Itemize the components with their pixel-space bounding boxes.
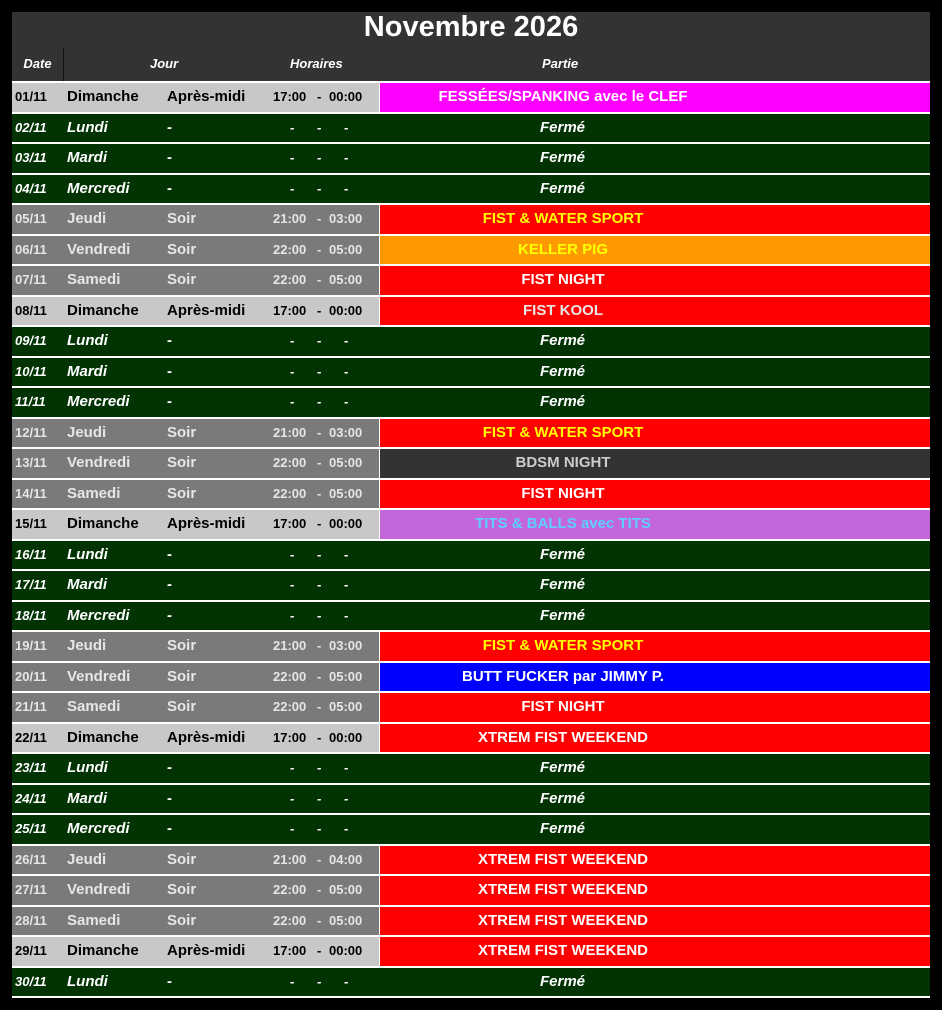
row-time-separator: -	[317, 699, 322, 714]
row-end-time: -	[344, 790, 349, 806]
row-day: Vendredi	[67, 667, 131, 685]
row-time-separator: -	[317, 89, 322, 104]
row-party-label: Fermé	[539, 972, 586, 990]
row-day: Samedi	[67, 271, 121, 288]
row-date: 16/11	[15, 546, 47, 562]
row-start-time: -	[290, 363, 295, 379]
row-end-time: -	[344, 760, 349, 775]
row-day: Dimanche	[67, 301, 139, 319]
row-day: Mercredi	[67, 179, 130, 197]
row-date: 02/11	[15, 119, 47, 135]
row-party	[379, 358, 930, 387]
row-period: Après-midi	[167, 942, 246, 959]
table-header	[12, 48, 930, 81]
table-row	[12, 358, 930, 389]
row-party	[379, 297, 930, 326]
table-row	[12, 236, 930, 267]
row-date: 04/11	[15, 180, 47, 196]
table-row	[12, 693, 930, 724]
row-party	[379, 815, 930, 844]
row-period: Soir	[167, 698, 197, 715]
row-start-time: -	[290, 394, 295, 409]
row-start-time: -	[290, 333, 295, 348]
row-party-label: FIST NIGHT	[521, 698, 605, 715]
row-day: Dimanche	[67, 88, 139, 105]
row-time-separator: -	[317, 424, 322, 440]
row-day: Mercredi	[67, 606, 130, 624]
row-party-label: Fermé	[539, 576, 586, 593]
row-party-label: FIST NIGHT	[521, 271, 605, 288]
row-date: 01/11	[15, 89, 47, 104]
row-party	[379, 663, 930, 692]
row-end-time: 05:00	[329, 668, 363, 684]
row-date: 23/11	[15, 760, 47, 775]
table-row	[12, 480, 930, 511]
row-end-time: -	[344, 363, 349, 379]
header-date: Date	[23, 56, 52, 71]
row-start-time: 21:00	[273, 424, 307, 440]
row-start-time: -	[290, 790, 295, 806]
row-period: -	[167, 789, 172, 807]
row-period: Soir	[167, 240, 197, 258]
row-time-separator: -	[317, 882, 322, 897]
row-period: Soir	[167, 454, 197, 471]
row-time-separator: -	[317, 943, 322, 958]
row-end-time: 05:00	[329, 241, 363, 257]
row-date: 20/11	[15, 668, 47, 684]
row-end-time: -	[344, 119, 349, 135]
row-end-time: -	[344, 150, 349, 165]
row-party-label: FIST & WATER SPORT	[482, 423, 644, 441]
row-date: 18/11	[15, 607, 47, 623]
row-period: -	[167, 179, 172, 197]
row-start-time: 22:00	[273, 241, 307, 257]
row-start-time: 22:00	[273, 455, 307, 470]
row-start-time: 21:00	[273, 211, 307, 226]
row-period: Après-midi	[167, 301, 246, 319]
row-period: -	[167, 118, 172, 136]
table-row	[12, 388, 930, 419]
row-period: -	[167, 576, 172, 593]
row-party	[379, 876, 930, 905]
row-party	[379, 785, 930, 814]
row-time-separator: -	[317, 821, 322, 836]
row-time-separator: -	[317, 150, 322, 165]
table-row	[12, 541, 930, 572]
row-period: Après-midi	[167, 88, 246, 105]
table-row	[12, 175, 930, 206]
row-start-time: 21:00	[273, 851, 307, 867]
row-period: Soir	[167, 271, 197, 288]
row-party-label: BDSM NIGHT	[515, 454, 611, 471]
table-row	[12, 419, 930, 450]
table-row	[12, 114, 930, 145]
row-end-time: -	[344, 546, 349, 562]
row-period: -	[167, 332, 172, 349]
row-day: Lundi	[67, 759, 108, 776]
row-time-separator: -	[317, 912, 322, 928]
row-start-time: -	[290, 973, 295, 989]
table-row	[12, 449, 930, 480]
row-end-time: -	[344, 333, 349, 348]
table-row	[12, 846, 930, 877]
row-day: Jeudi	[67, 850, 107, 868]
row-start-time: 17:00	[273, 729, 307, 745]
header-jour: Jour	[150, 56, 179, 71]
row-time-separator: -	[317, 760, 322, 775]
row-party-label: XTREM FIST WEEKEND	[477, 881, 648, 898]
row-party	[379, 388, 930, 417]
row-day: Mardi	[67, 789, 108, 807]
table-row	[12, 266, 930, 297]
row-party-label: Fermé	[539, 118, 586, 136]
row-date: 22/11	[15, 729, 47, 745]
row-time-separator: -	[317, 485, 322, 501]
row-date: 30/11	[15, 973, 47, 989]
table-row	[12, 937, 930, 968]
row-day: Jeudi	[67, 423, 107, 441]
row-start-time: -	[290, 821, 295, 836]
row-start-time: 17:00	[273, 302, 307, 318]
row-party-label: Fermé	[539, 545, 586, 563]
row-end-time: 00:00	[329, 89, 363, 104]
row-day: Mardi	[67, 576, 108, 593]
row-start-time: -	[290, 546, 295, 562]
table-row	[12, 205, 930, 236]
row-period: -	[167, 545, 172, 563]
row-period: Soir	[167, 210, 197, 227]
row-start-time: 17:00	[273, 943, 307, 958]
row-party-label: XTREM FIST WEEKEND	[477, 728, 648, 746]
row-date: 26/11	[15, 851, 47, 867]
table-row	[12, 144, 930, 175]
row-party	[379, 968, 930, 997]
row-start-time: -	[290, 760, 295, 775]
row-party-label: XTREM FIST WEEKEND	[477, 911, 648, 929]
row-end-time: 04:00	[329, 851, 363, 867]
row-time-separator: -	[317, 394, 322, 409]
row-party	[379, 510, 930, 539]
row-party-label: TITS & BALLS avec TITS	[475, 515, 651, 532]
row-party	[379, 693, 930, 722]
row-start-time: 22:00	[273, 668, 307, 684]
row-party	[379, 175, 930, 204]
row-end-time: 05:00	[329, 882, 363, 897]
row-period: Soir	[167, 637, 197, 654]
row-time-separator: -	[317, 119, 322, 135]
row-time-separator: -	[317, 241, 322, 257]
row-period: -	[167, 362, 172, 380]
table-row	[12, 663, 930, 694]
row-day: Lundi	[67, 545, 108, 563]
row-date: 08/11	[15, 302, 47, 318]
table-row	[12, 876, 930, 907]
row-end-time: 05:00	[329, 912, 363, 928]
row-party	[379, 144, 930, 173]
row-day: Lundi	[67, 972, 108, 990]
row-start-time: 22:00	[273, 485, 307, 501]
row-start-time: 17:00	[273, 89, 307, 104]
row-time-separator: -	[317, 546, 322, 562]
row-start-time: -	[290, 607, 295, 623]
row-day: Samedi	[67, 698, 121, 715]
row-party	[379, 602, 930, 631]
row-date: 09/11	[15, 333, 47, 348]
row-party-label: XTREM FIST WEEKEND	[477, 942, 648, 959]
row-time-separator: -	[317, 272, 322, 287]
row-day: Dimanche	[67, 942, 139, 959]
row-day: Vendredi	[67, 881, 131, 898]
row-party	[379, 236, 930, 265]
row-day: Mercredi	[67, 820, 130, 837]
row-end-time: -	[344, 577, 349, 592]
row-party	[379, 114, 930, 143]
row-date: 17/11	[15, 577, 47, 592]
row-period: -	[167, 759, 172, 776]
row-start-time: -	[290, 119, 295, 135]
header-partie: Partie	[542, 56, 579, 71]
row-party	[379, 846, 930, 875]
row-party	[379, 632, 930, 661]
row-party-label: Fermé	[539, 820, 586, 837]
table-row	[12, 754, 930, 785]
row-time-separator: -	[317, 333, 322, 348]
row-date: 24/11	[15, 790, 47, 806]
row-time-separator: -	[317, 851, 322, 867]
row-period: Soir	[167, 484, 197, 502]
row-end-time: -	[344, 973, 349, 989]
row-end-time: -	[344, 821, 349, 836]
row-party-label: FIST KOOL	[523, 301, 603, 319]
row-date: 03/11	[15, 150, 47, 165]
row-end-time: 03:00	[329, 424, 363, 440]
row-day: Samedi	[67, 911, 121, 929]
row-party-label: Fermé	[539, 393, 586, 410]
row-date: 25/11	[15, 821, 47, 836]
row-party	[379, 541, 930, 570]
row-end-time: 03:00	[329, 211, 363, 226]
row-end-time: 05:00	[329, 272, 363, 287]
table-row	[12, 724, 930, 755]
row-party-label: Fermé	[539, 789, 586, 807]
row-date: 29/11	[15, 943, 47, 958]
row-party	[379, 907, 930, 936]
row-party-label: FIST & WATER SPORT	[482, 637, 644, 654]
row-date: 27/11	[15, 882, 47, 897]
table-row	[12, 327, 930, 358]
row-time-separator: -	[317, 607, 322, 623]
row-time-separator: -	[317, 455, 322, 470]
row-period: -	[167, 972, 172, 990]
row-time-separator: -	[317, 211, 322, 226]
row-party-label: FIST NIGHT	[521, 484, 605, 502]
row-date: 28/11	[15, 912, 47, 928]
row-start-time: -	[290, 180, 295, 196]
row-party-label: Fermé	[539, 179, 586, 197]
table-row	[12, 785, 930, 816]
row-day: Vendredi	[67, 240, 131, 258]
row-party	[379, 419, 930, 448]
row-time-separator: -	[317, 973, 322, 989]
table-row	[12, 510, 930, 541]
row-party-label: Fermé	[539, 332, 586, 349]
row-time-separator: -	[317, 790, 322, 806]
table-row	[12, 297, 930, 328]
row-day: Lundi	[67, 118, 108, 136]
row-party-label: FIST & WATER SPORT	[482, 210, 644, 227]
row-date: 06/11	[15, 241, 47, 257]
row-end-time: 05:00	[329, 699, 363, 714]
row-party	[379, 480, 930, 509]
row-period: Soir	[167, 667, 197, 685]
row-day: Jeudi	[67, 637, 107, 654]
row-time-separator: -	[317, 180, 322, 196]
row-period: Après-midi	[167, 515, 246, 532]
row-time-separator: -	[317, 668, 322, 684]
row-day: Dimanche	[67, 515, 139, 532]
row-date: 07/11	[15, 272, 47, 287]
row-end-time: -	[344, 394, 349, 409]
row-day: Dimanche	[67, 728, 139, 746]
row-period: Soir	[167, 423, 197, 441]
row-party	[379, 205, 930, 234]
table-row	[12, 968, 930, 999]
row-period: -	[167, 606, 172, 624]
row-period: Soir	[167, 881, 197, 898]
row-period: Soir	[167, 850, 197, 868]
row-end-time: 00:00	[329, 516, 363, 531]
row-party	[379, 724, 930, 753]
row-date: 19/11	[15, 638, 47, 653]
row-party-label: BUTT FUCKER par JIMMY P.	[462, 667, 664, 685]
row-end-time: 03:00	[329, 638, 363, 653]
row-party	[379, 449, 930, 478]
row-day: Jeudi	[67, 210, 107, 227]
table-row	[12, 907, 930, 938]
row-start-time: 21:00	[273, 638, 307, 653]
row-end-time: 00:00	[329, 302, 363, 318]
row-time-separator: -	[317, 638, 322, 653]
row-party	[379, 571, 930, 600]
table-row	[12, 571, 930, 602]
row-date: 13/11	[15, 455, 47, 470]
row-end-time: 05:00	[329, 455, 363, 470]
row-time-separator: -	[317, 577, 322, 592]
row-end-time: 00:00	[329, 943, 363, 958]
row-day: Mardi	[67, 362, 108, 380]
row-party-label: KELLER PIG	[517, 240, 608, 258]
row-period: Après-midi	[167, 728, 246, 746]
row-start-time: 22:00	[273, 699, 307, 714]
row-party-label: Fermé	[539, 362, 586, 380]
row-party-label: Fermé	[539, 606, 586, 624]
row-end-time: 00:00	[329, 729, 363, 745]
page-title: Novembre 2026	[363, 11, 579, 43]
row-date: 05/11	[15, 211, 47, 226]
row-day: Mercredi	[67, 393, 130, 410]
row-date: 15/11	[15, 516, 47, 531]
row-start-time: 22:00	[273, 882, 307, 897]
row-time-separator: -	[317, 516, 322, 531]
row-party-label: Fermé	[539, 149, 586, 166]
row-start-time: 22:00	[273, 272, 307, 287]
row-period: -	[167, 149, 172, 166]
row-end-time: 05:00	[329, 485, 363, 501]
row-start-time: 22:00	[273, 912, 307, 928]
table-row	[12, 815, 930, 846]
row-date: 12/11	[15, 424, 47, 440]
row-period: -	[167, 393, 172, 410]
row-party	[379, 754, 930, 783]
row-time-separator: -	[317, 363, 322, 379]
table-row	[12, 83, 930, 114]
row-date: 10/11	[15, 363, 47, 379]
row-date: 14/11	[15, 485, 47, 501]
row-start-time: -	[290, 150, 295, 165]
row-party	[379, 266, 930, 295]
row-end-time: -	[344, 607, 349, 623]
header-divider	[63, 48, 64, 81]
row-day: Samedi	[67, 484, 121, 502]
row-time-separator: -	[317, 729, 322, 745]
row-date: 21/11	[15, 699, 47, 714]
row-day: Mardi	[67, 149, 108, 166]
row-party	[379, 937, 930, 966]
row-party-label: XTREM FIST WEEKEND	[477, 850, 648, 868]
row-date: 11/11	[15, 394, 46, 409]
row-day: Vendredi	[67, 454, 131, 471]
row-party-label: FESSÉES/SPANKING avec le CLEF	[438, 88, 688, 105]
row-end-time: -	[344, 180, 349, 196]
row-time-separator: -	[317, 302, 322, 318]
row-day: Lundi	[67, 332, 108, 349]
schedule-table	[12, 81, 930, 998]
row-period: Soir	[167, 911, 197, 929]
table-row	[12, 632, 930, 663]
row-party	[379, 83, 930, 112]
row-start-time: 17:00	[273, 516, 307, 531]
schedule-panel	[12, 12, 930, 998]
row-period: -	[167, 820, 172, 837]
row-party-label: Fermé	[539, 759, 586, 776]
row-party	[379, 327, 930, 356]
header-horaires: Horaires	[290, 56, 343, 71]
table-row	[12, 602, 930, 633]
row-start-time: -	[290, 577, 295, 592]
